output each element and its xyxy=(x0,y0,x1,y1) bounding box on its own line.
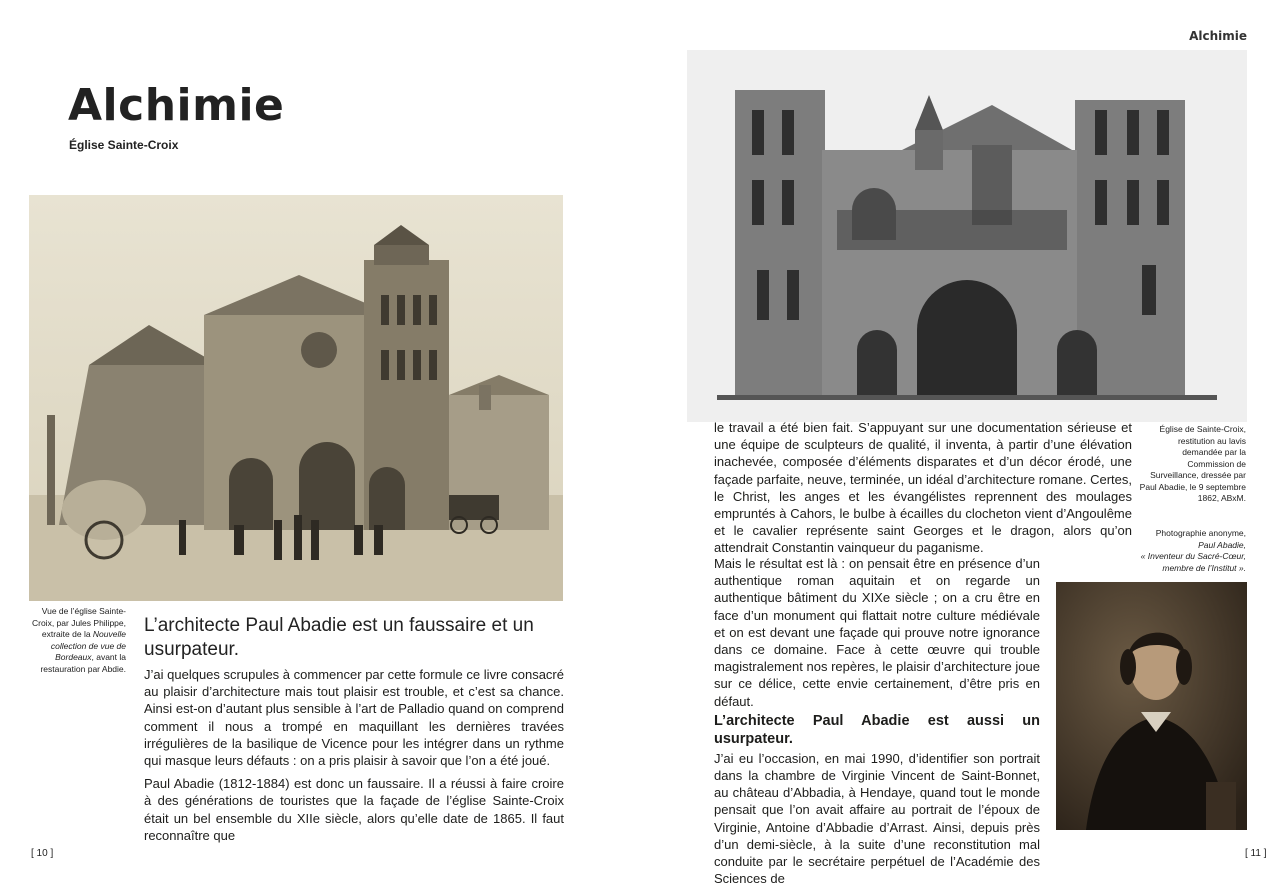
page-subtitle: Église Sainte-Croix xyxy=(69,138,179,152)
left-figure-caption xyxy=(29,606,126,675)
portrait-caption-line-1: Photographie anonyme, xyxy=(1155,528,1246,538)
right-paragraph-3: J’ai eu l’occasion, en mai 1990, d’identifier son portrait dans la chambre de Virginie Vincent de Saint-Bonnet, au château d’Abbadia, à Hendaye, quand tout le monde pensait que l’on avait affaire au portrait de l’époux de Virginie, Antoine d’Abbadie d’Arrast. Ainsi, depuis près d’un demi-siècle, à la suite d’une reconstitution mal conduite par le secrétaire perpétuel de l’Académie des Sciences de xyxy=(714,750,1040,887)
folio-right: [ 11 ] xyxy=(1245,848,1267,859)
left-caption-text-1: Vue de l’église Sainte-Croix, par Jules Philippe, extraite de la xyxy=(31,606,126,639)
left-caption-text-2: , avant la restauration par Abdie. xyxy=(40,652,126,674)
portrait-caption-line-2: Paul Abadie, xyxy=(1198,539,1246,550)
left-paragraph-1: J’ai quelques scrupules à commencer par cette formule ce livre consacré au plaisir d’architecture mais tout plaisir est trouble, et c’est sa chance. Ainsi est-on d’autant plus sensible à l’art de Palladio quand on comprend comment il nous a trompé en maquillant les dernières travées irrégulières de la basilique de Vicence pour les intégrer dans un rythme qui masque leurs défauts : on a pris plaisir à savoir que l’on a été joué. xyxy=(144,667,564,769)
right-figure-caption: Église de Sainte-Croix, restitution au lavis demandée par la Commission de Surveillance, dressée par Paul Abadie, le 9 septembre 1862, ABxM. xyxy=(1139,424,1246,503)
portrait-photo xyxy=(1056,582,1247,830)
right-paragraph-2: Mais le résultat est là : on pensait être en présence d’un authentique roman aquitain et on regarde un authentique bâtiment du XIXe siècle ; on a cru être en face d’un monument qui flattait notre culture médiévale et on est devant une façade qui prouve notre ignorance dans ce domaine. Face à cette œuvre qui trouble magistralement nos repères, le plaisir d’architecture joue sur ce délice, cette envie certainement, d’être pris en défaut. xyxy=(714,556,1040,709)
facade-drawing-image xyxy=(687,50,1247,422)
right-paragraph-1: le travail a été bien fait. S’appuyant sur une documentation sérieuse et une équipe de sculpteurs de qualité, il inventa, à partir d’une élévation inachevée, composée d’éléments disparates et d’un décor érodé, une façade parfaite, neuve, terminée, un idéal d’architecture romane. Certes, le Christ, les anges et les évangélistes reprennent des moulages empruntés à Cahors, le bulbe à écailles du clocheton vient d’Angoulême et le cavalier représente saint Georges et le dragon, alors qu’on attendrait Constantin vainqueur du paganisme. xyxy=(714,420,1132,556)
left-body-text xyxy=(144,666,564,850)
portrait-caption xyxy=(1132,528,1246,574)
running-head: Alchimie xyxy=(1189,29,1247,43)
section-heading-faussaire: L’architecte Paul Abadie est un faussaire et un usurpateur. xyxy=(144,615,534,660)
portrait-caption-line-3: « Inventeur du Sacré-Cœur, membre de l’Institut ». xyxy=(1140,551,1246,573)
right-body-lower xyxy=(714,555,1040,887)
left-caption-italic: Nouvelle collection de vue de Bordeaux xyxy=(50,629,126,662)
section-heading-usurpateur: L’architecte Paul Abadie est aussi un usurpateur. xyxy=(714,712,1040,747)
church-engraving-image xyxy=(29,195,563,601)
page-title: Alchimie xyxy=(68,80,285,131)
left-paragraph-2: Paul Abadie (1812-1884) est donc un faussaire. Il a réussi à faire croire à des générations de touristes que la façade de l’église Sainte-Croix était un bel ensemble du XIIe siècle, alors qu’elle date de 1865. Il faut reconnaître que xyxy=(144,776,564,843)
folio-left: [ 10 ] xyxy=(31,848,54,859)
